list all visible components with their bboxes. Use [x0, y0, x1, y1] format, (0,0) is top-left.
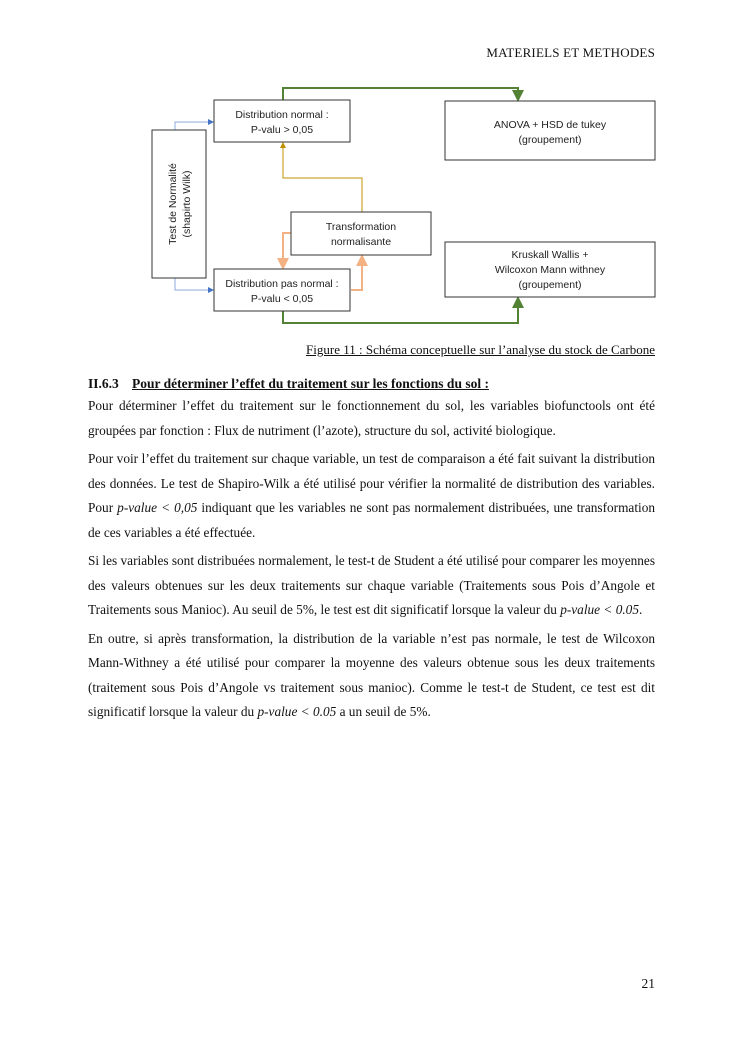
pasnormal-label-1: Distribution pas normal :: [225, 278, 339, 290]
kruskal-label-2: Wilcoxon Mann withney: [494, 264, 606, 276]
transfo-label-1: Transformation: [325, 221, 397, 233]
paragraph-1: Pour déterminer l’effet du traitement sur le fonctionnement du sol, les variables biofunctools ont été groupées par fonction : Flux de nutriment (l’azote), structure du sol, activité biologique.: [88, 398, 655, 438]
paragraph-3: Si les variables sont distribuées normalement, le test-t de Student a été utilisé pour comparer les moyennes des valeurs obtenues sur les deux traitements sur chaque variable (Traitements sous Pois d’Angole et Traitements sous Manioc). Au seuil de 5%, le test est dit significatif lorsque la valeur du p-value < 0.05.: [88, 553, 655, 617]
box-transformation: [291, 212, 431, 255]
kruskal-label-3: (groupement): [518, 279, 582, 291]
paragraph-2: Pour voir l’effet du traitement sur chaque variable, un test de comparaison a été fait suivant la distribution des données. Le test de Shapiro-Wilk a été utilisé pour vérifier la normalité de distribution des variables. Pour p-value < 0,05 indiquant que les variables ne sont pas normalement distribuées, une transformation de ces variables a été effectuée.: [88, 451, 656, 540]
transfo-label-2: normalisante: [330, 236, 392, 248]
test-label-2: (shapirto Wilk): [181, 170, 193, 238]
normal-label-1: Distribution normal :: [235, 109, 329, 121]
section-heading: [88, 374, 655, 394]
body-text: [88, 374, 655, 729]
kruskal-label-1: Kruskall Wallis +: [511, 249, 589, 261]
arrow-normal-to-anova: [283, 88, 518, 100]
section-number: II.6.3: [88, 376, 119, 391]
figure-caption: Figure 11 : Schéma conceptuelle sur l’analyse du stock de Carbone: [306, 342, 655, 357]
anova-label-2: (groupement): [518, 134, 582, 146]
arrow-test-to-pasnormal: [175, 278, 213, 290]
arrow-test-to-normal: [175, 122, 213, 130]
pasnormal-label-2: P-valu < 0,05: [250, 293, 314, 305]
test-label-1: Test de Normalité: [167, 163, 179, 245]
anova-label-1: ANOVA + HSD de tukey: [493, 119, 607, 131]
page-number: 21: [641, 976, 655, 991]
flow-diagram: [0, 0, 745, 340]
normal-label-2: P-valu > 0,05: [250, 124, 314, 136]
paragraph-4: En outre, si après transformation, la distribution de la variable n’est pas normale, le test de Wilcoxon Mann-Withney a été utilisé pour comparer la moyenne des valeurs obtenue sous les deux traitements (traitement sous Pois d’Angole vs traitement sous manioc). Comme le test-t de Student, ce test est dit significatif lorsque la valeur du p-value < 0.05 a un seuil de 5%.: [88, 630, 655, 719]
arrow-transfo-to-pasnormal: [283, 233, 291, 268]
section-title: Pour déterminer l’effet du traitement sur les fonctions du sol :: [132, 376, 489, 391]
box-test-normalite: [152, 130, 206, 278]
arrow-transfo-to-normal: [283, 143, 362, 212]
running-header: MATERIELS ET METHODES: [486, 45, 655, 60]
arrow-pasnormal-to-transfo: [351, 256, 362, 290]
